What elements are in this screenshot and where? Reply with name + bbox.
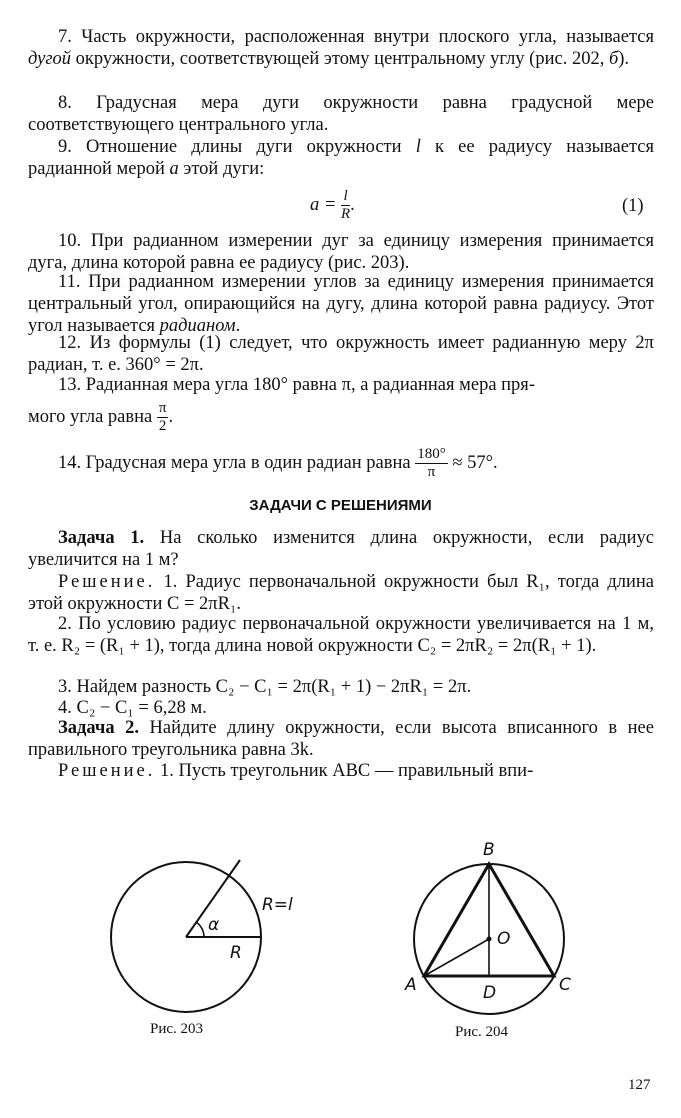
task-1-solution-4: 4. C₂ − C₁ = 6,28 м. [58,698,207,718]
item-11: 11. При радианном измерении углов за единицу измерения принимается центральный угол, опирающийся на дугу, длина которой равна радиусу. Этот угол называется радианом. [28,272,654,336]
fig204-label-o: O [497,929,511,949]
fig203-label-arc: R=l [262,895,293,915]
task-2-solution: Решение. 1. Пусть треугольник ABC — правильный впи- [58,761,534,781]
fig204-label-d: D [483,983,497,1003]
item-13: 13. Радианная мера угла 180° равна π, а радианная мера пря- [58,375,535,395]
item-14: 14. Градусная мера угла в один радиан равна $\frac{180^\circ}{\pi}$ ≈ 57°. [58,446,498,480]
fig203-caption: Рис. 203 [150,1021,204,1037]
task-1-solution-3: 3. Найдем разность C₂ − C₁ = 2π(R₁ + 1) − 2πR₁ = 2π. [58,677,472,697]
formula-number: (1) [622,196,644,216]
item-8: 8. Градусная мера дуги окружности равна градусной мере соответствующего центрального угла. [28,93,654,135]
fig204-label-c: C [559,975,571,995]
page-number: 127 [628,1077,651,1093]
fig204-center-point [487,937,492,942]
figure-204 [395,838,595,1028]
fig204-label-b: B [483,840,495,860]
task-2: Задача 2. Найдите длину окружности, если высота вписанного в нее правильного треугольника равна 3k. [28,718,654,760]
task-1-solution-2: 2. По условию радиус первоначальной окружности увеличивается на 1 м, т. е. R₂ = (R₁ + 1), тогда длина новой окружности C₂ = 2πR₂ = 2π(R₁ + 1). [28,614,654,656]
item-12: 12. Из формулы (1) следует, что окружность имеет радианную меру 2π радиан, т. е. 360° = 2π. [28,333,654,375]
formula-1: a = $\frac{l}{R}$ . [310,188,355,222]
fig204-label-a: A [405,975,417,995]
task-1: Задача 1. На сколько изменится длина окружности, если радиус увеличится на 1 м? [28,528,654,570]
fig203-angle-arc [196,922,204,937]
figure-203 [100,850,320,1020]
task-1-solution-1: Решение. 1. Радиус первоначальной окружности был R₁, тогда длина этой окружности C = 2πR₁. [28,572,654,614]
section-heading: ЗАДАЧИ С РЕШЕНИЯМИ [249,497,432,514]
item-7: 7. Часть окружности, расположенная внутри плоского угла, называется дугой окружности, соответствующей этому центральному углу (рис. 202, б). [28,27,654,69]
fig203-label-alpha: α [208,915,220,935]
fig204-caption: Рис. 204 [455,1024,509,1040]
fig203-label-r: R [230,943,242,963]
item-13-cont: мого угла равна $\frac{\pi}{2}$ . [28,400,174,434]
item-10: 10. При радианном измерении дуг за единицу измерения принимается дуга, длина которой равна ее радиусу (рис. 203). [28,231,654,273]
item-9: 9. Отношение длины дуги окружности l к ее радиусу называется радианной мерой a этой дуги: [28,137,654,179]
